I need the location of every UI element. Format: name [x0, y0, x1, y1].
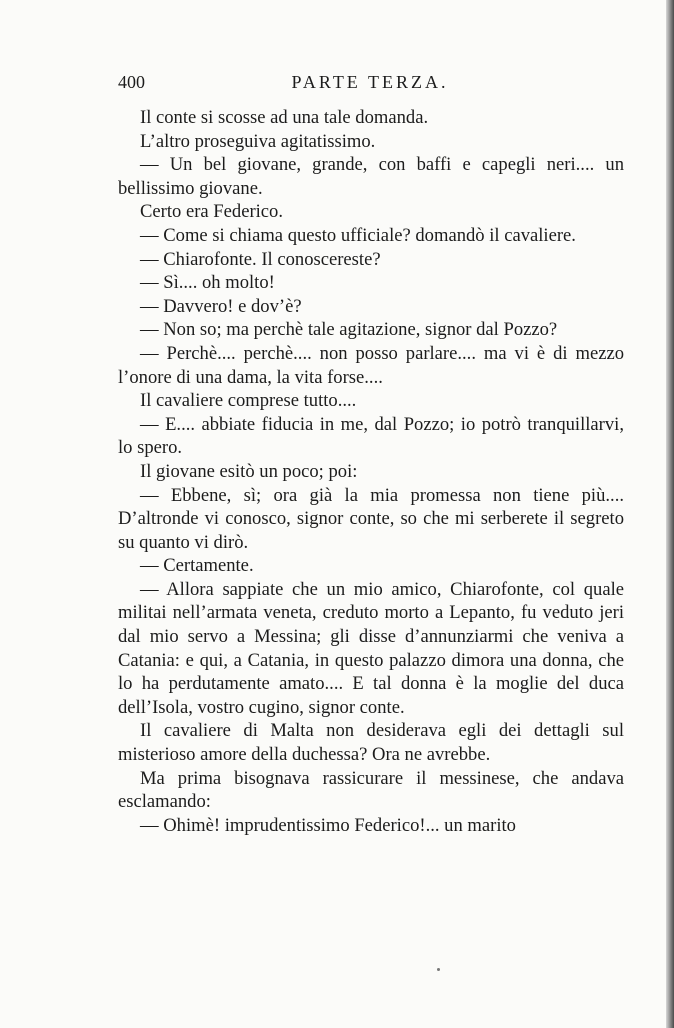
paragraph: Il cavaliere di Malta non desiderava egli dei dettagli sul misterioso amore della duchessa? Ora ne avrebbe. — [118, 720, 624, 766]
body-text — [118, 106, 624, 837]
paragraph: — Un bel giovane, grande, con baffi e capegli neri.... un bellissimo giovane. — [118, 154, 624, 199]
page-number: 400 — [118, 72, 145, 92]
paragraph: — Come si chiama questo ufficiale? domandò il cavaliere. — [140, 224, 576, 246]
running-title: PARTE TERZA. — [291, 72, 449, 92]
paragraph: — Certamente. — [140, 555, 254, 577]
paragraph: Ma prima bisognava rassicurare il messinese, che andava esclamando: — [118, 767, 624, 813]
paragraph: L’altro proseguiva agitatissimo. — [140, 130, 376, 152]
paper-speck — [437, 968, 440, 971]
paragraph: — E.... abbiate fiducia in me, dal Pozzo; io potrò tranquillarvi, lo spero. — [118, 413, 624, 459]
paragraph: — Ebbene, sì; ora già la mia promessa non tiene più.... D’altronde vi conosco, signor conte, so che mi serberete il segreto su quanto vi dirò. — [118, 484, 624, 553]
paragraph: Il giovane esitò un poco; poi: — [140, 460, 358, 482]
page-header — [118, 72, 622, 96]
paragraph: — Perchè.... perchè.... non posso parlare.... ma vi è di mezzo l’onore di una dama, la vita forse.... — [118, 342, 624, 388]
paragraph: Il cavaliere comprese tutto.... — [140, 390, 357, 412]
paragraph: Il conte si scosse ad una tale domanda. — [140, 107, 429, 128]
paragraph: — Chiarofonte. Il conoscereste? — [140, 248, 381, 270]
paragraph: — Allora sappiate che un mio amico, Chiarofonte, col quale militai nell’armata veneta, creduto morto a Lepanto, fu veduto jeri dal mio servo a Messina; gli disse d’annunziarmi che veniva a Catania: e qui, a Catania, in questo palazzo dimora una donna, che lo ha perdutamente amato.... E tal donna è la moglie del duca dell’Isola, vostro cugino, signor conte. — [118, 578, 624, 718]
paragraph: — Ohimè! imprudentissimo Federico!... un marito — [140, 814, 516, 836]
paragraph: — Davvero! e dov’è? — [140, 295, 302, 317]
paragraph: Certo era Federico. — [140, 201, 284, 223]
paragraph: — Non so; ma perchè tale agitazione, signor dal Pozzo? — [140, 319, 558, 341]
paragraph: — Sì.... oh molto! — [140, 272, 275, 294]
page-edge-shadow — [666, 0, 674, 1028]
